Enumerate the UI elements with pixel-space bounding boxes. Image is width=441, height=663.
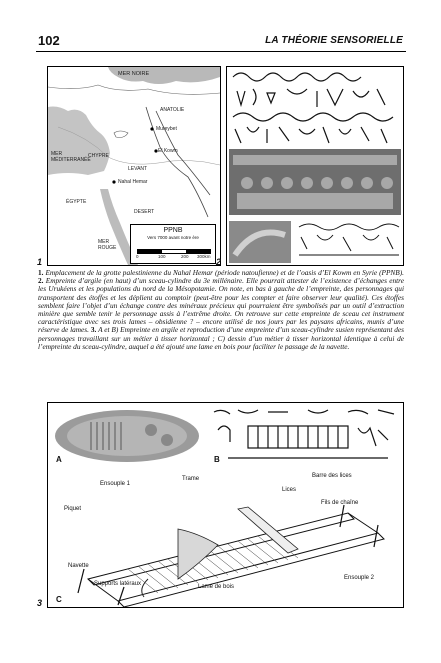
caption-text-3: A et B) Empreinte en argile et reproduction d’une empreinte d’un sceau-cylindre susien représentant des personnages travaillant sur un métier à tisser horizontal ; C) dessin d’un métier à tisser horizontal identique à celui de l’empreinte du sceau-cylindre, auquel a été ajouté une lame en bois pour faciliter le passage de la navette. — [38, 325, 404, 351]
figure-3-number: 3 — [37, 598, 43, 608]
label-ensouple-2: Ensouple 2 — [344, 575, 375, 581]
map-label-egypt: ÉGYPTE — [66, 199, 87, 205]
caption-text-1: Emplacement de la grotte palestinienne du Nahal Hemar (période natoufienne) et de l’oasis d’El Kowm en Syrie (PPNB). — [43, 268, 404, 277]
caption-text-2: Empreinte d’argile (en haut) d’un sceau-cylindre du 3e millénaire. Elle pourrait attester de l’existence d’échanges entre les Urukéens et les populations du nord de la Mésopotamie. On note, en bas à gauche de l’empreinte, des personnages qui transportent des étoffes et les déplient au comptoir (peut-être pour les compter et faire observer leur qualité). Ces étoffes semblent faire l’objet d’un échange contre des minéraux précieux qui pourraient être symbolisés par un outil d’extraction minière que semble tenir le personnage assis à l’extrême droite. On retrouve sur cette empreinte de sceau cet instrument caractéristique avec ses trois lames – obsidienne ? – encore utilisé de nos jours par les paysans africains, munis d’une réserve de lames. — [38, 276, 404, 335]
seal-figure — [226, 66, 404, 266]
map-label-mureybet: Mureybet — [156, 126, 177, 132]
label-lices: Lices — [282, 487, 297, 493]
map-label-desert: DESERT — [134, 209, 155, 215]
running-title: LA THÉORIE SENSORIELLE — [265, 35, 403, 46]
panel-a-drawing — [51, 406, 204, 466]
caption-num-2: 2. — [38, 276, 44, 286]
panel-a-photo — [51, 406, 204, 466]
label-barre-des-lices: Barre des lices — [312, 473, 352, 479]
panel-a-letter: A — [56, 455, 62, 464]
figure-1-number: 1 — [37, 257, 43, 267]
panel-b-drawing — [208, 406, 402, 466]
map-legend — [130, 224, 216, 264]
scale-label-0: 0 — [136, 254, 139, 259]
caption-num-1: 1. — [38, 268, 44, 277]
map-figure — [47, 66, 221, 266]
caption-num-3: 3. — [90, 325, 97, 335]
map-label-el-kowm: El Kowm — [158, 148, 178, 154]
label-lame-de-bois: Lame de bois — [198, 584, 235, 590]
loom-figure — [47, 402, 404, 608]
panel-b-svg — [208, 406, 402, 466]
legend-subtitle: Vers 7000 avant notre ère — [147, 235, 199, 240]
scale-label-300: 300km — [197, 254, 211, 259]
map-label-nahal-hemar: Nahal Hemar — [118, 179, 148, 185]
page-number: 102 — [38, 33, 60, 48]
seal-drawing — [227, 67, 403, 265]
legend-title: PPNB — [163, 227, 183, 234]
map-label-black-sea: MER NOIRE — [118, 71, 150, 77]
map-label-anatolia: ANATOLIE — [160, 107, 185, 113]
label-piquet: Piquet — [64, 506, 82, 512]
label-trame: Trame — [182, 476, 200, 482]
label-navette: Navette — [68, 563, 89, 569]
header-rule — [36, 51, 406, 52]
figure-2-number: 2 — [216, 257, 222, 267]
panel-c-letter: C — [56, 595, 62, 604]
scale-label-200: 200 — [181, 254, 189, 259]
label-ensouple-1: Ensouple 1 — [100, 481, 131, 487]
map-label-levant: LEVANT — [128, 166, 148, 172]
map-label-mediterranean: MER MÉDITERRANÉE — [51, 151, 91, 163]
map-label-red-sea: MER ROUGE — [98, 239, 117, 251]
map-label-cyprus: CHYPRE — [88, 153, 109, 159]
scale-label-100: 100 — [158, 254, 166, 259]
label-supports-lateraux: Supports latéraux — [94, 581, 142, 587]
figure-caption — [38, 269, 404, 351]
label-fils-de-chaine: Fils de chaîne — [321, 500, 359, 506]
panel-b-letter: B — [214, 455, 220, 464]
hand-photo — [229, 221, 291, 263]
